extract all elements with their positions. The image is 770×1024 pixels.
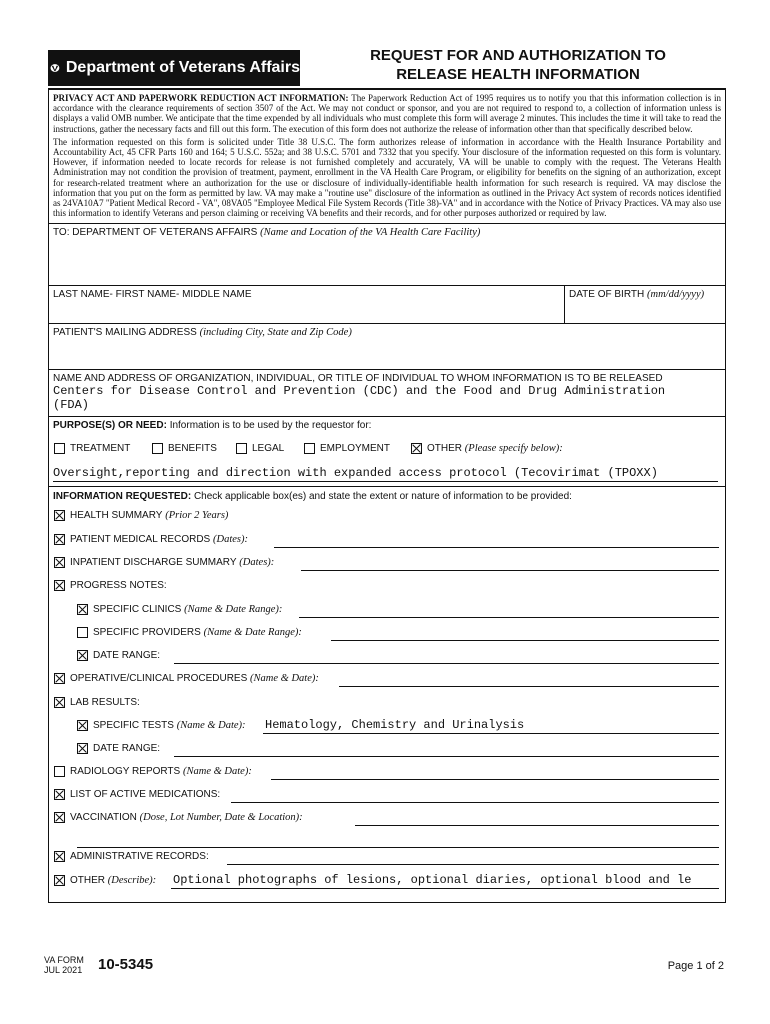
address-label: PATIENT'S MAILING ADDRESS (53, 327, 197, 339)
info-item-underline[interactable] (339, 686, 719, 687)
info-item-underline[interactable] (77, 847, 719, 848)
checkbox-checked[interactable] (54, 580, 65, 591)
purpose-other-underline (53, 481, 718, 482)
purpose-option-label: EMPLOYMENT (320, 443, 391, 455)
info-item-underline[interactable] (355, 825, 719, 826)
form-title-line2: RELEASE HEALTH INFORMATION (396, 66, 640, 83)
info-item[interactable] (77, 604, 282, 615)
purpose-benefits[interactable] (152, 443, 217, 454)
info-item-label: ADMINISTRATIVE RECORDS: (70, 851, 209, 863)
dob-field[interactable] (565, 286, 725, 323)
info-item-underline[interactable] (331, 640, 719, 641)
info-item[interactable] (54, 580, 167, 591)
info-item[interactable] (54, 534, 248, 545)
info-item[interactable] (54, 673, 319, 684)
info-item-label: DATE RANGE: (93, 650, 161, 662)
checkbox-checked[interactable] (54, 697, 65, 708)
info-item[interactable] (54, 510, 228, 521)
info-item-underline[interactable] (231, 802, 719, 803)
purpose-other[interactable] (411, 443, 563, 454)
checkbox-checked[interactable] (54, 789, 65, 800)
checkbox-checked[interactable] (54, 534, 65, 545)
department-name: Department of Veterans Affairs (65, 59, 300, 76)
info-item-hint: (Name & Date Range): (184, 604, 283, 616)
info-item-label: PROGRESS NOTES: (70, 580, 167, 592)
info-item-label: SPECIFIC PROVIDERS (93, 627, 201, 639)
info-item[interactable] (54, 875, 156, 886)
checkbox-checked[interactable] (411, 443, 422, 454)
checkbox-checked[interactable] (54, 851, 65, 862)
name-dob-row (49, 285, 725, 323)
privacy-heading: PRIVACY ACT AND PAPERWORK REDUCTION ACT INFORMATION: (53, 93, 349, 103)
form-date: JUL 2021 (44, 965, 83, 975)
checkbox[interactable] (152, 443, 163, 454)
info-item-underline[interactable] (263, 733, 719, 734)
info-label: INFORMATION REQUESTED: (53, 491, 192, 503)
info-item-label: OPERATIVE/CLINICAL PROCEDURES (70, 673, 248, 685)
info-item-underline[interactable] (174, 663, 719, 664)
purpose-legal[interactable] (236, 443, 284, 454)
info-item-hint: (Name & Date): (176, 720, 246, 732)
info-item[interactable] (54, 766, 252, 777)
form-footer (44, 952, 728, 982)
info-item[interactable] (54, 812, 303, 823)
recipient-label: NAME AND ADDRESS OF ORGANIZATION, INDIVIDUAL, OR TITLE OF INDIVIDUAL TO WHOM INFORMATION IS TO BE RELEASED (53, 373, 663, 385)
purpose-section (49, 416, 725, 486)
info-item-hint: (Name & Date): (250, 673, 319, 685)
checkbox[interactable] (77, 627, 88, 638)
checkbox-checked[interactable] (54, 557, 65, 568)
privacy-text: The Paperwork Reduction Act of 1995 requires us to notify you that this information collection is in accordance with the clearance requirements of section 3507 of the Act. We may not conduct or sponsor, and you are not required to respond to, a collection of information unless is displays a valid OMB number. We anticipate that the time expended by all individuals who must complete this form will average 2 minutes. This includes the time it will take to read the instructions, gather the necessary facts and fill out this form. The execution of this form does not authorize the release of information other than that specifically described below. (53, 93, 721, 134)
info-item-underline[interactable] (271, 779, 719, 780)
dob-label: DATE OF BIRTH (569, 289, 645, 301)
privacy-notice (49, 90, 725, 223)
checkbox-checked[interactable] (77, 743, 88, 754)
privacy-paragraph (53, 93, 721, 134)
info-item-underline[interactable] (174, 756, 719, 757)
purpose-other-hint: (Please specify below): (464, 443, 563, 455)
purpose-option-label: LEGAL (252, 443, 285, 455)
info-item-label: SPECIFIC CLINICS (93, 604, 182, 616)
info-item[interactable] (77, 627, 302, 638)
checkbox-checked[interactable] (54, 673, 65, 684)
purpose-option-label: OTHER (427, 443, 462, 455)
patient-name-field[interactable] (49, 286, 565, 323)
to-label: TO: DEPARTMENT OF VETERANS AFFAIRS (53, 227, 258, 239)
info-item-underline[interactable] (274, 547, 719, 548)
info-item[interactable] (54, 697, 140, 708)
checkbox-checked[interactable] (54, 510, 65, 521)
form-title-line1: REQUEST FOR AND AUTHORIZATION TO (370, 47, 666, 64)
to-facility-field[interactable] (49, 223, 725, 285)
purpose-hint: Information is to be used by the requestor for: (169, 420, 372, 432)
info-item-hint: (Describe): (107, 875, 157, 887)
checkbox[interactable] (54, 766, 65, 777)
recipient-field[interactable] (49, 369, 725, 416)
address-hint: (including City, State and Zip Code) (199, 327, 352, 339)
checkbox-checked[interactable] (77, 604, 88, 615)
info-item-value[interactable]: Hematology, Chemistry and Urinalysis (265, 718, 525, 733)
info-item-hint: (Name & Date): (183, 766, 252, 778)
address-field[interactable] (49, 323, 725, 369)
purpose-option-label: TREATMENT (70, 443, 131, 455)
form-header (48, 44, 726, 90)
info-item-hint: (Dates): (239, 557, 275, 569)
form-page (48, 44, 726, 903)
info-item[interactable] (54, 789, 220, 800)
purpose-option-label: BENEFITS (168, 443, 217, 455)
info-item[interactable] (77, 650, 160, 661)
checkbox[interactable] (304, 443, 315, 454)
recipient-value (49, 384, 725, 412)
info-item-label: DATE RANGE: (93, 743, 161, 755)
form-label: VA FORM (44, 955, 84, 965)
to-hint: (Name and Location of the VA Health Care Facility) (260, 227, 481, 239)
info-item-underline[interactable] (301, 570, 719, 571)
info-item-label: LAB RESULTS: (70, 697, 140, 709)
info-item[interactable] (77, 743, 160, 754)
info-item-label: SPECIFIC TESTS (93, 720, 174, 732)
checkbox-checked[interactable] (54, 875, 65, 886)
info-item-hint: (Dose, Lot Number, Date & Location): (139, 812, 303, 824)
checkbox[interactable] (236, 443, 247, 454)
checkbox[interactable] (54, 443, 65, 454)
recipient-value-line2: (FDA) (53, 398, 90, 413)
checkbox-checked[interactable] (77, 720, 88, 731)
recipient-value-line1: Centers for Disease Control and Prevention (CDC) and the Food and Drug Administration (53, 384, 666, 399)
info-item-label: INPATIENT DISCHARGE SUMMARY (70, 557, 237, 569)
info-item-hint: (Prior 2 Years) (165, 510, 229, 522)
info-item-underline[interactable] (227, 864, 719, 865)
info-item-value[interactable]: Optional photographs of lesions, optional diaries, optional blood and le (173, 873, 692, 888)
info-item-hint: (Name & Date Range): (203, 627, 302, 639)
info-item[interactable] (54, 851, 209, 862)
authority-paragraph: The information requested on this form is solicited under Title 38 U.S.C. The form authorizes release of information in accordance with the Health Insurance Portability and Accountability Act, 45 CFR Parts 160 and 164; 5 U.S.C. 552a; and 38 U.S.C. 5701 and 7332 that you specify. Your disclosure of the information requested on this form is voluntary. However, if information needed to locate records for release is not furnished completely and accurately, VA will be unable to comply with the request. The Veterans Health Administration may not condition the provision of treatment, payment, enrollment in the VA Health Care Program, or eligibility for benefits on the signing of an authorization, except for research-related treatment where an authorization for the use or disclosure of individually-identifiable health information for such research is required. VA may disclose the information that you put on the form as permitted by law. VA may make a "routine use" disclosure of the information as outlined in the Privacy Act system of records notices identified as 24VA10A7 "Patient Medical Record - VA", 08VA05 "Employee Medical File System Records (Title 38)-VA" and in accordance with the Notice of Privacy Practices. VA may also use this information to identify Veterans and person claiming or receiving VA benefits and their records, and for other purposes authorized or required by law. (53, 136, 721, 219)
info-item-label: HEALTH SUMMARY (70, 510, 163, 522)
info-item-label: OTHER (70, 875, 105, 887)
checkbox-checked[interactable] (54, 812, 65, 823)
info-item[interactable] (54, 557, 274, 568)
page-number: Page 1 of 2 (667, 960, 724, 972)
dob-hint: (mm/dd/yyyy) (646, 289, 705, 301)
info-item-label: LIST OF ACTIVE MEDICATIONS: (70, 789, 221, 801)
info-item-underline[interactable] (171, 888, 719, 889)
info-item-underline[interactable] (299, 617, 719, 618)
purpose-treatment[interactable] (54, 443, 130, 454)
va-logo (48, 50, 300, 86)
form-body (48, 90, 726, 903)
checkbox-checked[interactable] (77, 650, 88, 661)
info-item-label: VACCINATION (70, 812, 137, 824)
info-item-label: RADIOLOGY REPORTS (70, 766, 181, 778)
purpose-employment[interactable] (304, 443, 390, 454)
info-hint: Check applicable box(es) and state the extent or nature of information to be provided: (193, 491, 572, 503)
name-label: LAST NAME- FIRST NAME- MIDDLE NAME (53, 289, 252, 301)
info-item[interactable] (77, 720, 246, 731)
form-number: 10-5345 (98, 956, 154, 973)
info-item-hint: (Dates): (213, 534, 248, 546)
va-seal-icon (50, 52, 60, 84)
form-id (44, 955, 84, 975)
form-title (310, 46, 726, 84)
info-item-label: PATIENT MEDICAL RECORDS (70, 534, 211, 546)
information-requested-section (49, 486, 725, 902)
purpose-other-value[interactable]: Oversight,reporting and direction with expanded access protocol (Tecovirimat (TPOXX) (53, 466, 658, 481)
purpose-label: PURPOSE(S) OR NEED: (53, 420, 167, 432)
